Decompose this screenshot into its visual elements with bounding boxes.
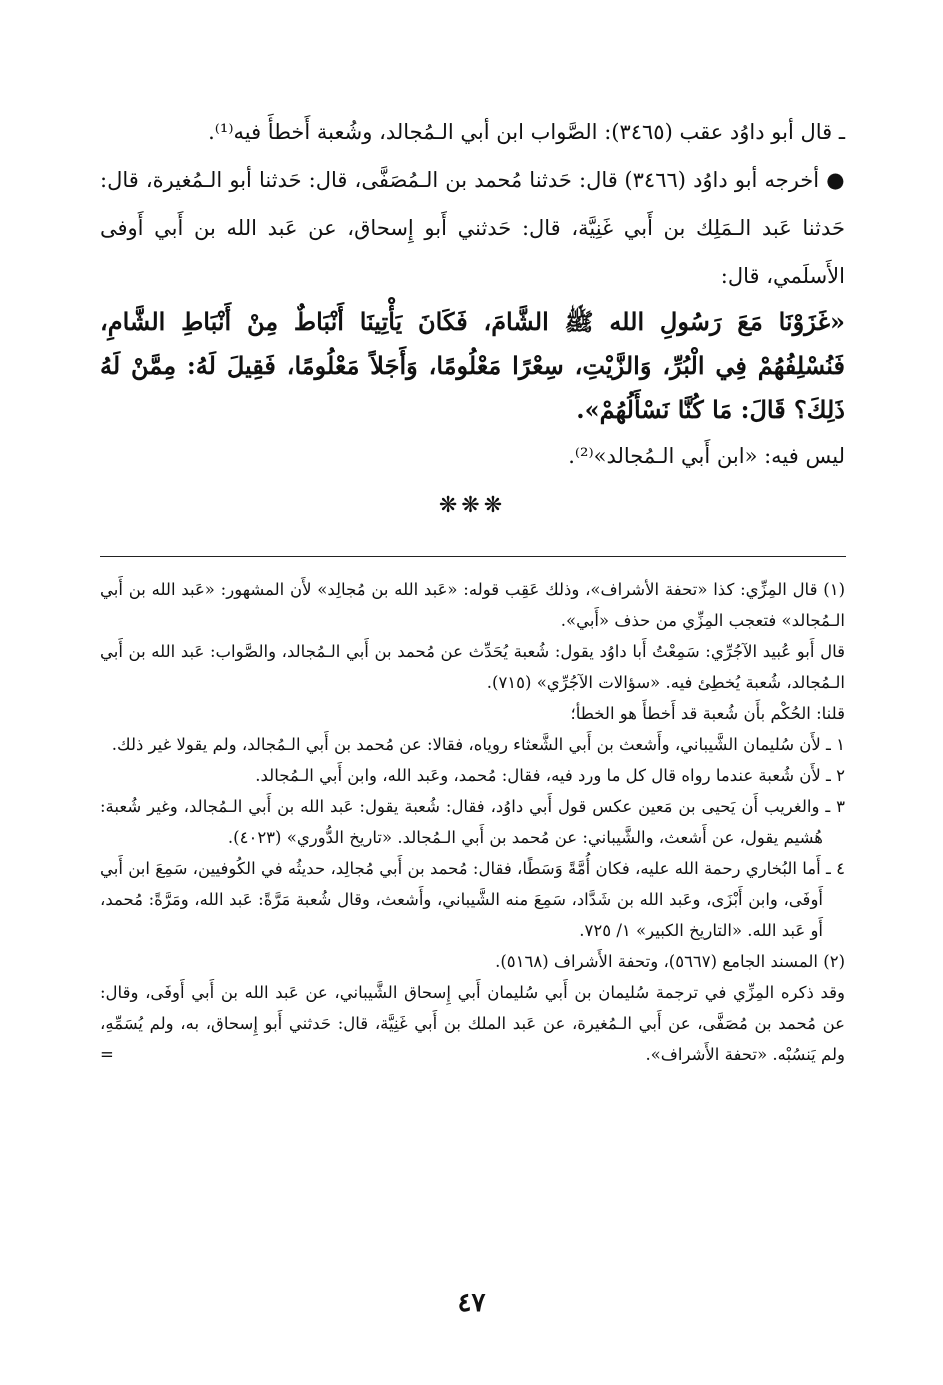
footnote-1-item: ١ ـ لأَن سُليمان الشَّيباني، وأَشعث بن أَبي الشَّعثاء روياه، فقالا: عن مُحمد بن أَبي الـمُجالد، ولم يقولا غير ذلك. [111,735,845,754]
footnote-2-text: وقد ذكره المِزِّي في ترجمة سُليمان بن أَبي سُليمان أَبي إِسحاق الشَّيباني، عن عَبد الله بن أَبي أَوفَى، وقال: عن مُحمد بن مُصَفَّى، عن أَبي الـمُغيرة، عن عَبد الملك بن أَبي غَنِيَّة، قال: حَدثني أَبو إِسحاق، به، ولم يُسَمِّهِ، ولم يَنسُبْه. «تحفة الأَشراف». [100,983,845,1064]
footnote-1-item: ٤ ـ أَما البُخاري رحمة الله عليه، فكان أُمَّةً وَسَطًا، فقال: مُحمد بن أَبي مُجالِد، حديثُه في الكُوفيين، سَمِعَ ابن أَبي أَوفَى، وابن أَبْزَى، وعَبد الله بن شَدَّاد، سَمِعَ منه الشَّيباني، وأَشعث، وقال شُعبة مَرَّةً: عَبد الله، ومَرَّةً: مُحمد، أَو عَبد الله. «التاريخ الكبير» ١/ ٧٢٥. [100,859,845,940]
page-number: ٤٧ [457,1288,486,1318]
hadith-text: «غَزَوْنَا مَعَ رَسُولِ الله ﷺ الشَّامَ، فَكَانَ يَأْتِينَا أَنْبَاطٌ مِنْ أَنْبَاطِ الشَّامِ، فَنُسْلِفُهُمْ فِي الْبُرِّ، وَالزَّيْتِ، سِعْرًا مَعْلُومًا، وَأَجَلاً مَعْلُومًا، فَقِيلَ لَهُ: مِمَّنْ لَهُ ذَلِكَ؟ قَالَ: مَا كُنَّا نَسْأَلُهُمْ». [100,307,845,424]
paragraph-hadith-chain: ● أخرجه أبو داوُد (٣٤٦٦) قال: حَدثنا مُحمد بن الـمُصَفَّى، قال: حَدثنا أبو الـمُغيرة، قال: حَدثنا عَبد الـمَلِك بن أَبي غَنِيَّة، قال: حَدثني أَبو إِسحاق، عن عَبد الله بن أَبي أَوفى الأَسلَمي، قال: [100,156,845,300]
paragraph-note: ليس فيه: «ابن أَبي الـمُجالد»⁽²⁾. [568,444,845,468]
continuation-mark: = [100,1045,114,1064]
footnote-1-item: ٣ ـ والغريب أَن يَحيى بن مَعين عكس قول أَبي داوُد، فقال: شُعبة يقول: عَبد الله بن أَبي الـمُجالد، وغير شُعبة: هُشيم يقول، عن أَشعث، والشَّيباني: عن مُحمد بن أَبي الـمُجالد. «تاريخ الدُّوري» (٤٠٢٣). [100,797,845,847]
footnote-1-item: ٢ ـ لأَن شُعبة عندما رواه قال كل ما ورد فيه، فقال: مُحمد، وعَبد الله، وابن أَبي الـمُجالد. [255,766,845,785]
main-body [100,108,845,526]
footnote-2-paragraph [100,977,845,1070]
section-separator: ❋❋❋ [438,493,507,518]
footnotes [100,574,845,1070]
footnote-1-paragraph: قال أَبو عُبيد الآجُرِّي: سَمِعْتُ أَبا داوُد يقول: شُعبة يُحَدِّث عن مُحمد بن أَبي الـمُجالد، والصَّواب: عَبد الله بن أَبي الـمُجالد، شُعبة يُخطِئ فيه. «سؤالات الآجُرِّي» (٧١٥). [100,642,845,692]
footnote-1-paragraph: قلنا: الحُكْم بأَن شُعبة قد أَخطأَ هو الخطأ؛ [570,704,845,723]
main-text [100,108,845,526]
paragraph-abu-dawud-comment: ـ قال أبو داوُد عقب (٣٤٦٥): الصَّواب ابن أبي الـمُجالد، وشُعبة أَخطأَ فيه⁽¹⁾. [208,120,845,144]
footnote-divider [100,556,846,557]
footnote-2: (٢) المسند الجامع (٥٦٦٧)، وتحفة الأَشراف (٥١٦٨). [495,952,845,971]
footnote-1: (١) قال المِزِّي: كذا «تحفة الأشراف»، وذلك عَقِب قوله: «عَبد الله بن مُجالِد» لأَن المشهور: «عَبد الله بن أَبي الـمُجالد» فتعجب المِزِّي من حذف «أَبي». [100,580,845,630]
